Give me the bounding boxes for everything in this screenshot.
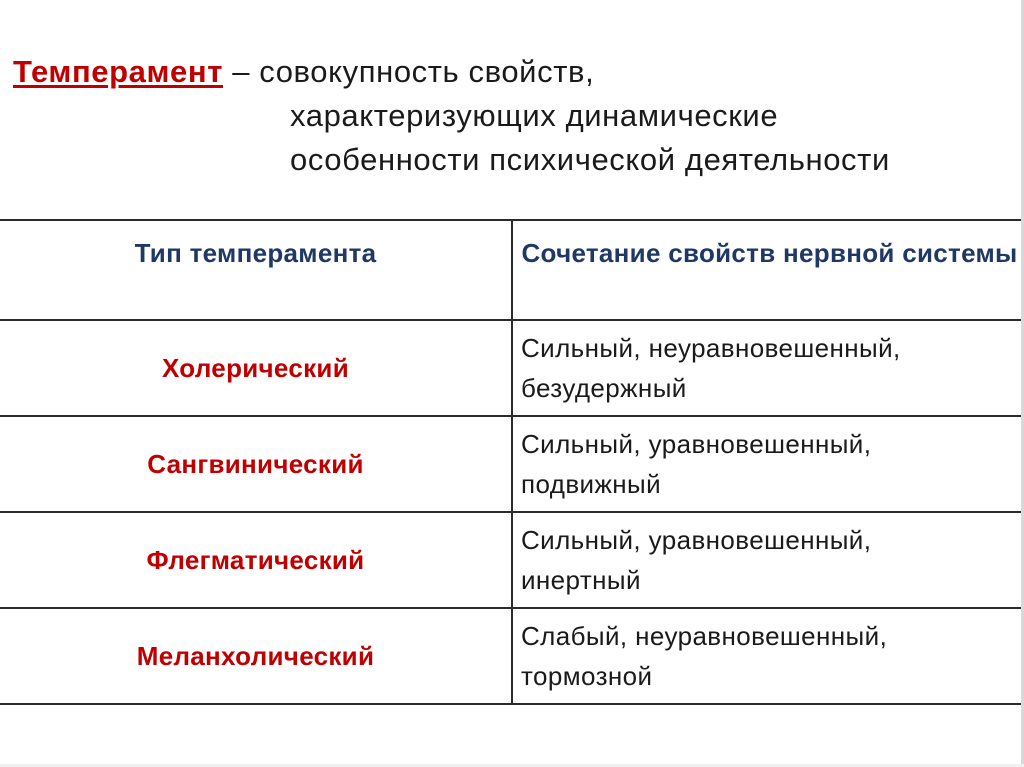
definition-line-2: характеризующих динамические [290,98,779,133]
type-cell: Сангвинический [0,416,512,512]
properties-cell [512,608,1024,704]
properties-line: Сильный, уравновешенный, [521,429,872,459]
properties-cell [512,416,1024,512]
properties-cell [512,320,1024,416]
table-row [0,320,1024,416]
properties-line: Сильный, неуравновешенный, [521,333,901,363]
table-row [0,416,1024,512]
table-header-row [0,220,1024,320]
definition-line-3: особенности психической деятельности [290,142,890,177]
type-cell: Меланхолический [0,608,512,704]
temperament-table [0,219,1024,705]
properties-line: Сильный, уравновешенный, [521,525,872,555]
properties-line: Слабый, неуравновешенный, [521,621,888,651]
properties-line: инертный [521,565,641,595]
definition-block [13,50,1013,182]
header-type: Тип темперамента [0,220,512,320]
table-row [0,608,1024,704]
type-cell: Холерический [0,320,512,416]
properties-line: подвижный [521,469,662,499]
properties-line: безудержный [521,373,687,403]
definition-text-1: – совокупность свойств, [222,54,595,89]
definition-term: Темперамент [13,54,223,89]
properties-cell [512,512,1024,608]
properties-line: тормозной [521,661,653,691]
header-properties: Сочетание свойств нервной системы [512,220,1024,320]
type-cell: Флегматический [0,512,512,608]
table-row [0,512,1024,608]
definition-line-1 [13,50,1013,94]
